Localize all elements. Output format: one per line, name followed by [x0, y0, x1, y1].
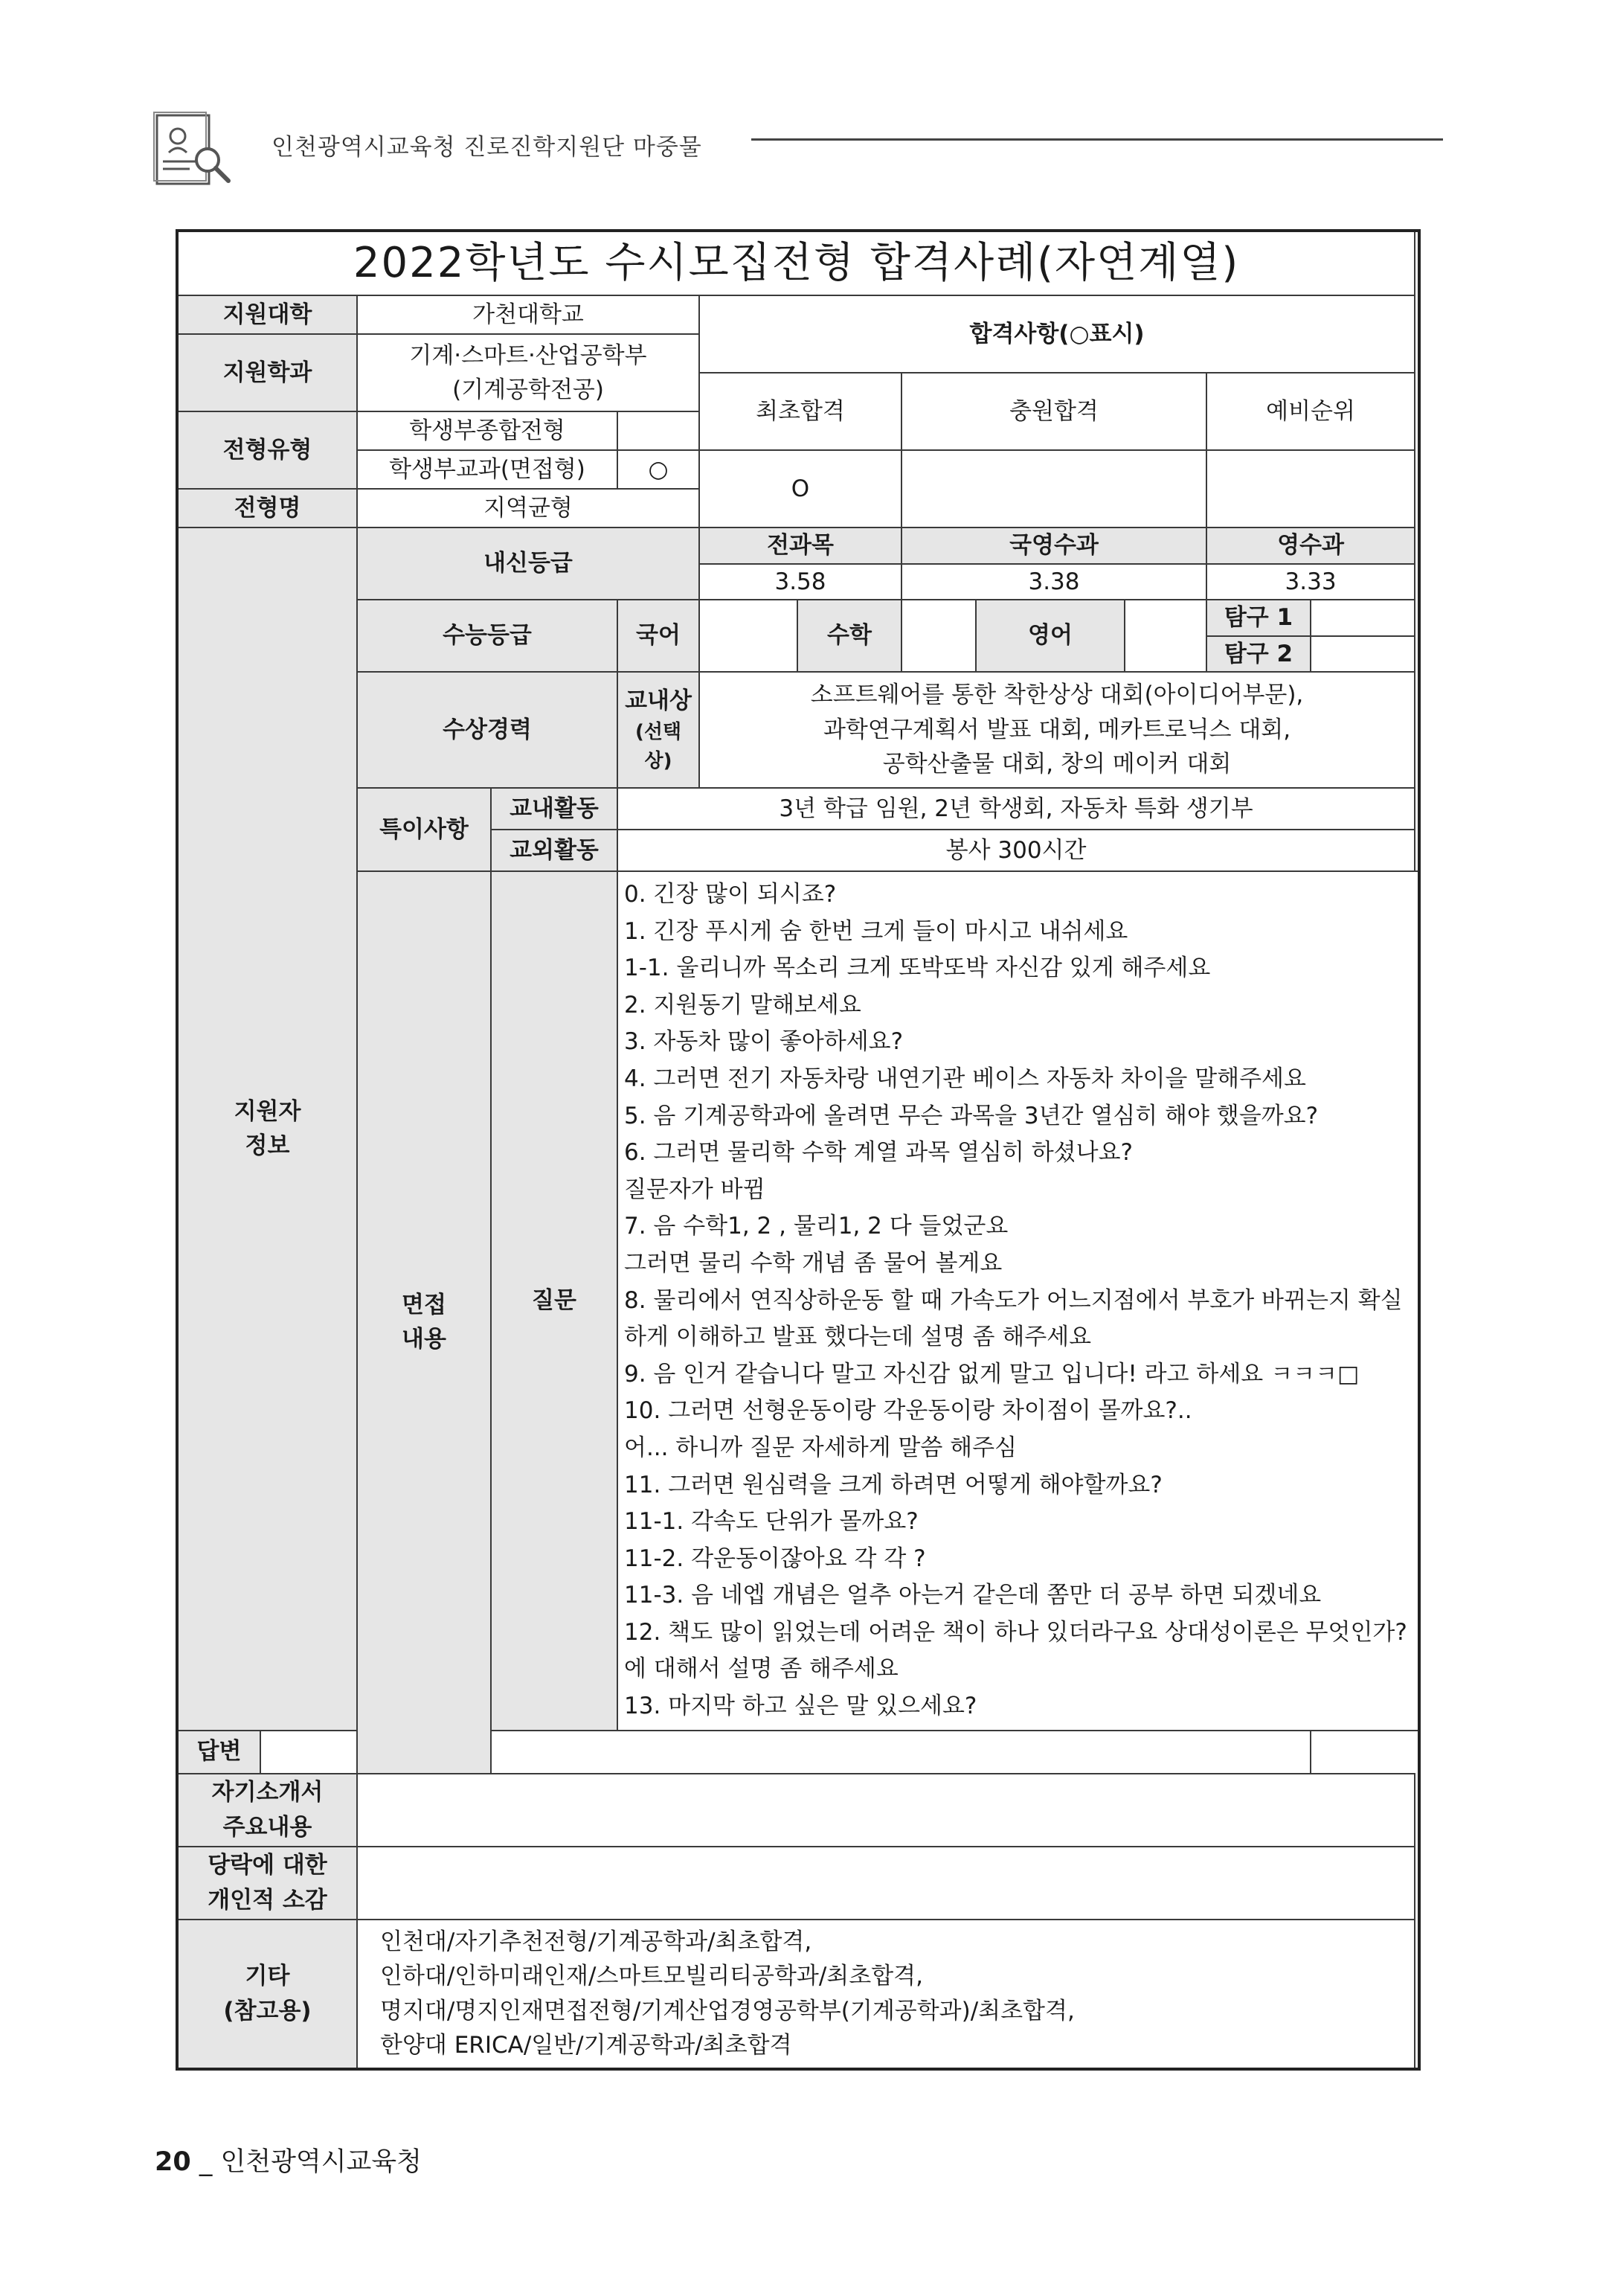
- admission-type-mark: [617, 411, 699, 450]
- admission-type-name: 학생부종합전형: [357, 411, 617, 450]
- interview-question-line: 3. 자동차 많이 좋아하세요?: [624, 1028, 904, 1056]
- self-intro-value: [357, 1774, 1415, 1847]
- interview-question-line: 4. 그러면 전기 자동차랑 내연기관 베이스 자동차 차이을 말해주세요: [624, 1065, 1306, 1092]
- header-org-text: 인천광역시교육청 진로진학지원단 마중물: [271, 134, 702, 161]
- label-admission-name: 전형명: [177, 489, 357, 527]
- label-question: 질문: [491, 871, 617, 1731]
- result-header: 합격사항(○표시): [699, 295, 1415, 373]
- interview-question-line: 7. 음 수학1, 2 , 물리1, 2 다 들었군요: [624, 1213, 1009, 1240]
- admission-type-mark: ○: [617, 450, 699, 489]
- label-self-intro: 자기소개서 주요내용: [177, 1774, 357, 1847]
- interview-question-line: 1. 긴장 푸시게 숨 한번 크게 들이 마시고 내쉬세요: [624, 917, 1128, 945]
- department-line1: 기계·스마트·산업공학부: [409, 341, 647, 369]
- etc-line: 인천대/자기추천전형/기계공학과/최초합격,: [380, 1928, 812, 1955]
- label-answer: 답변: [177, 1731, 260, 1774]
- suneung-inquiry2-label: 탐구 2: [1206, 636, 1311, 673]
- suneung-math-label: 수학: [797, 600, 902, 672]
- etc-value: [357, 1920, 1415, 2069]
- interview-question-line: 1-1. 울리니까 목소리 크게 또박또박 자신감 있게 해주세요: [624, 955, 1211, 982]
- interview-question-line: 10. 그러면 선형운동이랑 각운동이랑 차이점이 몰까요?..: [624, 1397, 1192, 1425]
- suneung-math-value: [902, 600, 976, 672]
- interview-question-line: 8. 물리에서 연직상하운동 할 때 가속도가 어느지점에서 부호가 바뀌는지 확실하게 이해하고 발표 했다는데 설명 좀 해주세요: [624, 1286, 1403, 1351]
- interview-question-line: 어... 하니까 질문 자세하게 말씀 해주심: [624, 1434, 1018, 1461]
- result-mark-waitlist: [1206, 450, 1415, 527]
- etc-line: 인하대/인하미래인재/스마트모빌리티공학과/최초합격,: [380, 1963, 923, 1990]
- label-opinion: 당락에 대한 개인적 소감: [177, 1847, 357, 1920]
- naesin-col-kems: 국영수과: [902, 527, 1206, 564]
- label-university: 지원대학: [177, 295, 357, 334]
- page-footer: [155, 2141, 422, 2178]
- suneung-inquiry2-value: [1311, 636, 1415, 673]
- interview-question-line: 12. 책도 많이 읽었는데 어려운 책이 하나 있더라구요 상대성이론은 무엇인가? 에 대해서 설명 좀 해주세요: [624, 1618, 1407, 1683]
- interview-question-line: 0. 긴장 많이 되시죠?: [624, 881, 837, 908]
- label-in-school: 교내활동: [491, 788, 617, 830]
- suneung-inquiry1-value: [1311, 600, 1415, 636]
- school-award-title: 교내상: [625, 687, 692, 714]
- awards-text: [699, 672, 1415, 788]
- awards-line: 공학산출물 대회, 창의 메이커 대회: [882, 751, 1232, 778]
- label-suneung: 수능등급: [357, 600, 617, 672]
- interview-question-line: 질문자가 바뀜: [624, 1176, 765, 1203]
- naesin-val-ems: 3.33: [1206, 564, 1415, 600]
- interview-question-line: 그러면 물리 수학 개념 좀 물어 볼게요: [624, 1249, 1003, 1277]
- document-search-icon: [152, 108, 234, 190]
- page-title: 2022학년도 수시모집전형 합격사례(자연계열): [177, 231, 1415, 295]
- naesin-val-kems: 3.38: [902, 564, 1206, 600]
- naesin-val-all: 3.58: [699, 564, 902, 600]
- interview-question-line: 11. 그러면 원심력을 크게 하려면 어떻게 해야할까요?: [624, 1471, 1163, 1498]
- suneung-english-label: 영어: [976, 600, 1125, 672]
- label-naesin: 내신등급: [357, 527, 699, 600]
- interview-questions: [617, 871, 1419, 1731]
- school-award-label: [617, 672, 699, 788]
- admission-type-name: 학생부교과(면접형): [357, 450, 617, 489]
- opinion-value: [357, 1847, 1415, 1920]
- footer-separator: _: [199, 2147, 213, 2177]
- interview-question-line: 5. 음 기계공학과에 올려면 무슨 과목을 3년간 열심히 해야 했을까요?: [624, 1102, 1319, 1129]
- interview-question-line: 13. 마지막 하고 싶은 말 있으세요?: [624, 1693, 977, 1720]
- header-rule: [751, 138, 1443, 141]
- label-out-school: 교외활동: [491, 830, 617, 871]
- interview-question-line: 2. 지원동기 말해보세요: [624, 991, 861, 1019]
- suneung-korean-label: 국어: [617, 600, 699, 672]
- suneung-inquiry1-label: 탐구 1: [1206, 600, 1311, 636]
- awards-line: 소프트웨어를 통한 착한상상 대회(아이디어부문),: [810, 682, 1304, 709]
- label-awards: 수상경력: [357, 672, 617, 788]
- label-applicant-info: 지원자 정보: [177, 527, 357, 1731]
- university-value: 가천대학교: [357, 295, 699, 334]
- naesin-col-ems: 영수과: [1206, 527, 1415, 564]
- etc-line: 명지대/명지인재면접전형/기계산업경영공학부(기계공학과)/최초합격,: [380, 1997, 1075, 2024]
- department-value: [357, 334, 699, 411]
- page-number: 20: [155, 2147, 191, 2177]
- result-mark-initial: O: [699, 450, 902, 527]
- footer-org: 인천광역시교육청: [220, 2147, 422, 2177]
- etc-line: 한양대 ERICA/일반/기계공학과/최초합격: [380, 2032, 792, 2059]
- interview-question-line: 11-2. 각운동이잖아요 각 각 ?: [624, 1545, 926, 1572]
- out-school-activity: 봉사 300시간: [617, 830, 1415, 871]
- result-col-additional: 충원합격: [902, 373, 1206, 450]
- school-award-sub: (선택상): [634, 721, 682, 773]
- awards-line: 과학연구계획서 발표 대회, 메카트로닉스 대회,: [823, 716, 1291, 743]
- result-col-initial: 최초합격: [699, 373, 902, 450]
- label-etc: 기타 (참고용): [177, 1920, 357, 2069]
- result-mark-additional: [902, 450, 1206, 527]
- department-line2: (기계공학전공): [452, 376, 604, 403]
- suneung-english-value: [1125, 600, 1206, 672]
- interview-question-line: 9. 음 인거 같습니다 말고 자신감 없게 말고 입니다! 라고 하세요 ㅋㅋㅋ□: [624, 1360, 1360, 1388]
- naesin-col-all: 전과목: [699, 527, 902, 564]
- result-col-waitlist: 예비순위: [1206, 373, 1415, 450]
- admission-case-table: [176, 229, 1421, 2071]
- admission-name-value: 지역균형: [357, 489, 699, 527]
- suneung-korean-value: [699, 600, 797, 672]
- label-admission-type: 전형유형: [177, 411, 357, 489]
- answer-value: [260, 1731, 1311, 1774]
- label-interview: 면접 내용: [357, 871, 491, 1774]
- in-school-activity: 3년 학급 임원, 2년 학생회, 자동차 특화 생기부: [617, 788, 1415, 830]
- interview-question-line: 6. 그러면 물리학 수학 계열 과목 열심히 하셨나요?: [624, 1139, 1133, 1167]
- label-department: 지원학과: [177, 334, 357, 411]
- label-special: 특이사항: [357, 788, 491, 871]
- interview-question-line: 11-3. 음 네엡 개념은 얼추 아는거 같은데 쫌만 더 공부 하면 되겠네요: [624, 1582, 1322, 1609]
- interview-question-line: 11-1. 각속도 단위가 몰까요?: [624, 1508, 919, 1536]
